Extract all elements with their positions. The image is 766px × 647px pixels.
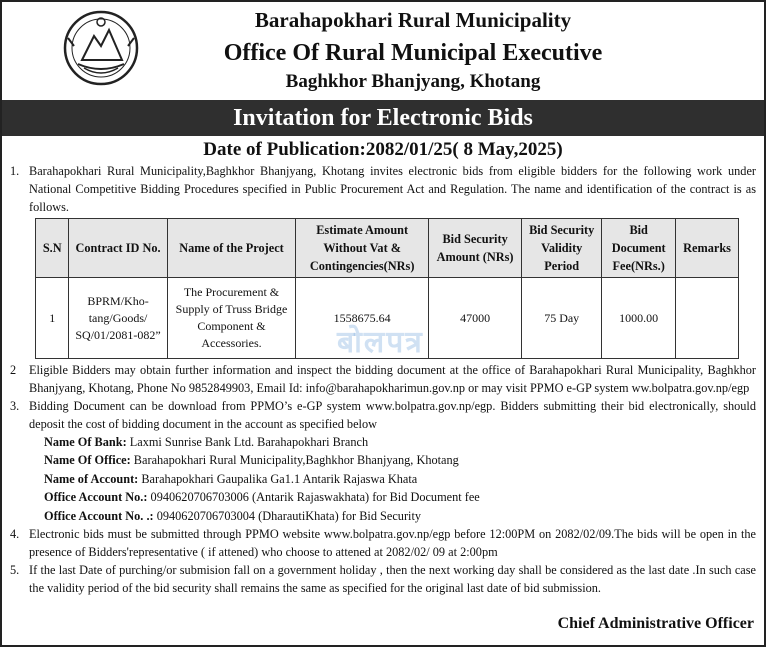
bank-name-line: [44, 433, 764, 451]
office-name: Office Of Rural Municipal Executive: [223, 40, 603, 66]
clause-3: [2, 397, 764, 433]
column-header: Bid Security Amount (NRs): [429, 219, 522, 278]
value: 0940620706703004 (DharautiKhata) for Bid Security: [153, 508, 422, 523]
table-header-row: [36, 219, 739, 278]
column-header: Remarks: [676, 219, 739, 278]
clause-text: If the last Date of purching/or submision fall on a government holiday , then the next working day shall be considered as the last date .In such case the validity period of the bid security shall remains the same as specified for the original last date of bid submission.: [29, 563, 756, 596]
value: Barahapokhari Gaupalika Ga1.1 Antarik Rajaswa Khata: [138, 471, 418, 486]
cell-estimate: 1558675.64: [296, 278, 429, 359]
clause-4: [2, 525, 764, 561]
cell-bid-security: 47000: [429, 278, 522, 359]
column-header: Bid Document Fee(NRs.): [602, 219, 676, 278]
label: Name Of Office:: [44, 453, 131, 468]
account-no-1-line: [44, 488, 764, 506]
column-header: Bid Security Validity Period: [522, 219, 602, 278]
publication-date: Date of Publication:2082/01/25( 8 May,2025): [203, 139, 563, 160]
label: Name Of Bank:: [44, 435, 127, 449]
watermark-logo: बोलपत्र: [337, 325, 424, 360]
clause-5: [2, 561, 764, 597]
value: Barahapokhari Rural Municipality,Baghkhor Bhanjyang, Khotang: [130, 453, 459, 468]
clause-number: 1.: [10, 164, 20, 178]
label: Office Account No. .:: [44, 508, 154, 523]
clause-text: Electronic bids must be submitted through PPMO website www.bolpatra.gov.np/egp before 12:00PM on 2082/02/09.The bids will be open in the presence of Bidders'representative ( if attened) who choose to attened at 2082/02/ 09 at 2:00pm: [29, 527, 756, 560]
table-row: [36, 278, 739, 359]
signature-title: Chief Administrative Officer: [557, 615, 754, 632]
value: 0940620706703006 (Antarik Rajaswakhata) for Bid Document fee: [147, 490, 480, 505]
column-header: S.N: [36, 219, 69, 278]
cell-sn: 1: [36, 278, 69, 359]
office-name-line: [44, 451, 764, 469]
column-header: Name of the Project: [167, 219, 296, 278]
cell-validity: 75 Day: [522, 278, 602, 359]
bank-details: [44, 433, 764, 525]
column-header: Estimate Amount Without Vat & Contingencies(NRs): [296, 219, 429, 278]
value: Laxmi Sunrise Bank Ltd. Barahapokhari Branch: [126, 435, 369, 449]
clause-text: Bidding Document can be download from PPMO’s e-GP system www.bolpatra.gov.np/egp. Bidders submitting their bid electronically, should deposit the cost of bidding document in the account as specified below: [29, 399, 756, 431]
label: Name of Account:: [44, 471, 139, 486]
clause-2: [2, 361, 764, 397]
office-location: Baghkhor Bhanjyang, Khotang: [285, 71, 541, 92]
account-no-2-line: [44, 507, 764, 525]
clause-text: Barahapokhari Rural Municipality,Baghkhor Bhanjyang, Khotang invites electronic bids from eligible bidders for the following work under National Competitive Bidding Procedures specified in Public Procurement Act and Regulation. The name and identification of the contract is as follows.: [29, 164, 756, 214]
notice-title-banner: Invitation for Electronic Bids: [2, 100, 764, 136]
notice-header: [2, 2, 764, 100]
cell-contract-id: BPRM/Kho-tang/Goods/ SQ/01/2081-082”: [69, 278, 167, 359]
clause-1: [2, 162, 764, 216]
cell-fee: 1000.00: [602, 278, 676, 359]
label: Office Account No.:: [44, 490, 148, 505]
column-header: Contract ID No.: [69, 219, 167, 278]
clause-number: 3.: [10, 399, 20, 413]
cell-remarks: [676, 278, 739, 359]
bid-table: [35, 218, 739, 359]
municipality-name: Barahapokhari Rural Municipality: [254, 8, 572, 32]
clause-text: Eligible Bidders may obtain further information and inspect the bidding document at the office of Barahapokhari Rural Municipality, Baghkhor Bhanjyang, Khotang, Phone No 9852849903, Email Id: info@barahapokharimun.gov.np or may visit PPMO e-GP system ww.bolpatra.gov.np/egp: [29, 363, 756, 395]
clause-number: 2: [10, 363, 17, 377]
cell-project: The Procurement & Supply of Truss Bridge Component & Accessories.: [167, 278, 296, 359]
clause-number: 4.: [10, 527, 20, 542]
account-name-line: [44, 470, 764, 488]
clause-number: 5.: [10, 563, 20, 578]
